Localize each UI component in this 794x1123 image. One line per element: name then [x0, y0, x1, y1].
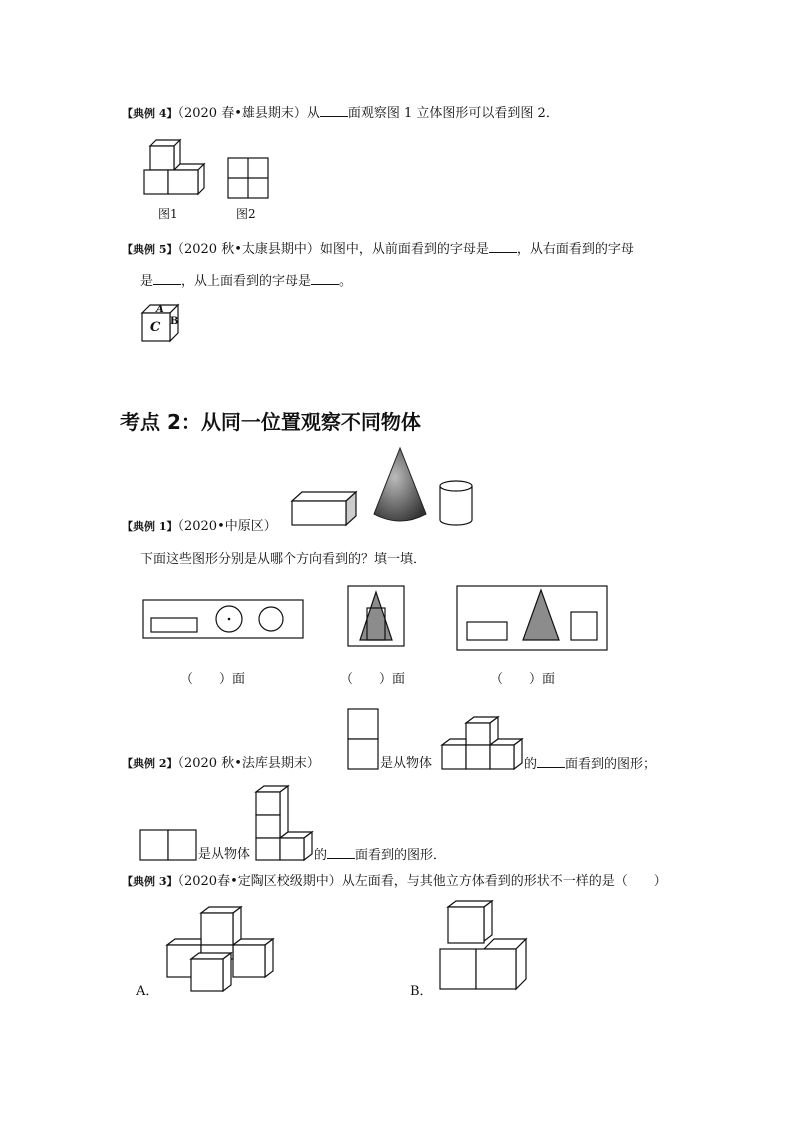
- example-2-source: （2020 秋•法库县期末）: [177, 756, 320, 771]
- example-5-line-2: [140, 272, 352, 291]
- example-4-line: [122, 104, 559, 123]
- example-3-line: [122, 873, 667, 891]
- figure-2-grid: [228, 158, 270, 200]
- view-top: [143, 600, 305, 640]
- example-3-question: （2020春•定陶区校级期中）从左面看，与其他立方体看到的形状不一样的是（ ）: [177, 874, 667, 889]
- example-2-line-2-end: [314, 846, 446, 865]
- answer-paren-1[interactable]: （ ）面: [180, 672, 246, 687]
- two-square-column: [348, 709, 380, 771]
- example-5-tag: 【典例 5】: [122, 243, 178, 256]
- cube-right-letter: B: [170, 316, 179, 327]
- example-2-text-1a: 是从物体: [380, 756, 433, 771]
- example-5-text: ，从右面看到的字母: [516, 242, 634, 257]
- two-square-row: [140, 830, 198, 862]
- example-1-line: [122, 518, 277, 536]
- example-2-prefix: [122, 755, 320, 773]
- answer-blank[interactable]: [327, 846, 355, 859]
- cone-object: [370, 446, 430, 528]
- answer-blank[interactable]: [311, 272, 339, 285]
- figure-2-caption: 图2: [236, 207, 256, 221]
- example-5-text: （2020 秋•太康县期中）如图中，从前面看到的字母是: [177, 242, 489, 257]
- example-2-text: 面看到的图形．: [355, 848, 447, 863]
- example-5-text: 是: [140, 274, 154, 289]
- answer-paren-3[interactable]: （ ）面: [490, 672, 556, 687]
- example-1-source: （2020•中原区）: [177, 519, 277, 534]
- example-2-text-2a: 是从物体: [198, 847, 251, 862]
- view-side: [348, 586, 406, 648]
- example-2-line-1-end: [524, 755, 656, 774]
- example-2-tag: 【典例 2】: [122, 757, 178, 770]
- example-3-tag: 【典例 3】: [122, 875, 178, 888]
- answer-blank[interactable]: [489, 240, 517, 253]
- object-l-blocks: [256, 784, 316, 862]
- cuboid-object: [290, 490, 360, 530]
- answer-paren-2[interactable]: （ ）面: [340, 672, 406, 687]
- example-5-text: ，从上面看到的字母是: [181, 274, 312, 289]
- answer-blank[interactable]: [153, 272, 181, 285]
- cube-top-letter: A: [156, 304, 164, 315]
- object-pyramid-blocks: [442, 715, 524, 771]
- example-4-source: （2020 春•雄县期末）从: [177, 106, 320, 121]
- example-5-text: 。: [339, 274, 353, 289]
- option-b-cubes: [438, 899, 530, 991]
- option-a-label[interactable]: A．: [136, 984, 159, 999]
- example-2-text: 的: [314, 848, 328, 863]
- answer-blank[interactable]: [320, 104, 348, 117]
- example-1-tag: 【典例 1】: [122, 520, 178, 533]
- figure-1-caption: 图1: [158, 207, 178, 221]
- example-1-question: 下面这些图形分别是从哪个方向看到的？填一填．: [140, 552, 427, 567]
- example-4-question: 面观察图 1 立体图形可以看到图 2．: [347, 106, 559, 121]
- view-front: [457, 586, 609, 652]
- figure-1-cubes: [140, 138, 210, 202]
- example-4-tag: 【典例 4】: [122, 107, 178, 120]
- section-title: 考点 2：从同一位置观察不同物体: [120, 410, 421, 434]
- example-5-line-1: [122, 240, 634, 259]
- option-a-cubes: [165, 905, 277, 997]
- option-b-label[interactable]: B．: [410, 984, 433, 999]
- cube-front-letter: C: [150, 320, 161, 335]
- cylinder-object: [438, 478, 474, 528]
- example-2-text: 面看到的图形；: [565, 757, 657, 772]
- example-2-text: 的: [524, 757, 538, 772]
- answer-blank[interactable]: [537, 755, 565, 768]
